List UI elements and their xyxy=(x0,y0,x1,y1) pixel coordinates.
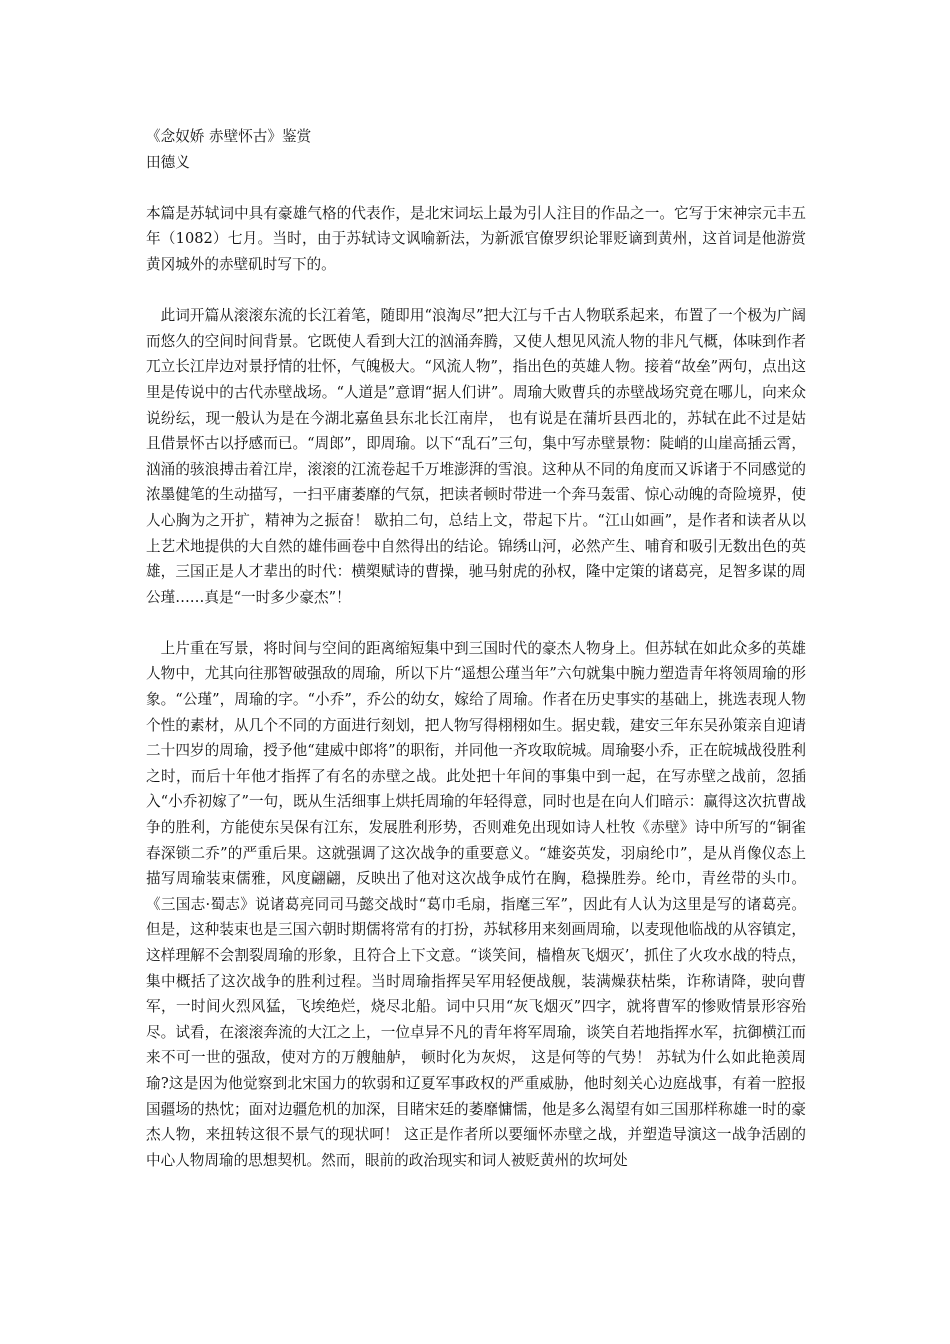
blank-line xyxy=(146,278,806,304)
document-page xyxy=(146,124,806,1173)
document-title: 《念奴娇 赤壁怀古》鉴赏 xyxy=(146,128,312,145)
document-author: 田德义 xyxy=(146,153,190,171)
paragraph-intro: 本篇是苏轼词中具有豪雄气格的代表作，是北宋词坛上最为引人注目的作品之一。它写于宋神宗元丰五年（1082）七月。当时，由于苏轼诗文讽喻新法，为新派官僚罗织论罪贬谪到黄州，这首词是他游赏黄冈城外的赤壁矶时写下的。 xyxy=(146,204,806,273)
paragraph-lower-part: 上片重在写景，将时间与空间的距离缩短集中到三国时代的豪杰人物身上。但苏轼在如此众多的英雄人物中，尤其向往那智破强敌的周瑜，所以下片“遥想公瑾当年”六句就集中腕力塑造青年将领周瑜的形象。“公瑾”，周瑜的字。“小乔”，乔公的幼女，嫁给了周瑜。作者在历史事实的基础上，挑选表现人物个性的素材，从几个不同的方面进行刻划，把人物写得栩栩如生。据史载，建安三年东吴孙策亲自迎请二十四岁的周瑜，授予他“建威中郎将”的职衔，并同他一齐攻取皖城。周瑜娶小乔，正在皖城战役胜利之时，而后十年他才指挥了有名的赤壁之战。此处把十年间的事集中到一起，在写赤壁之战前，忽插入“小乔初嫁了”一句，既从生活细事上烘托周瑜的年轻得意，同时也是在向人们暗示：赢得这次抗曹战争的胜利，方能使东吴保有江东，发展胜利形势，否则难免出现如诗人杜牧《赤壁》诗中所写的“铜雀春深锁二乔”的严重后果。这就强调了这次战争的重要意义。“雄姿英发，羽扇纶巾”，是从肖像仪态上描写周瑜装束儒雅，风度翩翩，反映出了他对这次战争成竹在胸，稳操胜券。纶巾，青丝带的头巾。《三国志·蜀志》说诸葛亮同司马懿交战时“葛巾毛扇，指麾三军”，因此有人认为这里是写的诸葛亮。但是，这种装束也是三国六朝时期儒将常有的打扮，苏轼移用来刻画周瑜，以麦现他临战的从容镇定，这样理解不会割裂周瑜的形象，且符合上下文意。“谈笑间，樯橹灰飞烟灭’，抓住了火攻水战的特点，集中概括了这次战争的胜利过程。当时周瑜指挥吴军用轻便战舰，装满燥获枯柴，诈称请降，驶向曹军，一时间火烈风猛，飞埃绝烂，烧尽北船。词中只用“灰飞烟灭”四字，就将曹军的惨败情景形容殆尽。试看，在滚滚奔流的大江之上，一位卓异不凡的青年将军周瑜，谈笑自若地指挥水军，抗御横江而来不可一世的强敌，使对方的万艘舳舻， 顿时化为灰烬， 这是何等的气势！ 苏轼为什么如此艳羡周瑜?这是因为他觉察到北宋国力的软弱和辽夏军事政权的严重威胁，他时刻关心边庭战事，有着一腔报国疆场的热忱；面对边疆危机的加深，目睹宋廷的萎靡慵懦，他是多么渴望有如三国那样称雄一时的豪杰人物，来扭转这很不景气的现状呵！ 这正是作者所以要缅怀赤壁之战，并塑造导演这一战争活剧的中心人物周瑜的思想契机。然而，眼前的政治现实和词人被贬黄州的坎坷处 xyxy=(146,639,806,1169)
paragraph-upper-part: 此词开篇从滚滚东流的长江着笔，随即用“浪淘尽”把大江与千古人物联系起来，布置了一个极为广阔而悠久的空间时间背景。它既使人看到大江的汹涌奔腾，又使人想见风流人物的非凡气概，体味到作者兀立长江岸边对景抒情的壮怀，气魄极大。“风流人物”，指出色的英雄人物。接着“故垒”两句，点出这里是传说中的古代赤壁战场。“人道是”意谓“据人们讲”。周瑜大败曹兵的赤壁战场究竟在哪儿，向来众说纷纭，现一般认为是在今湖北嘉鱼县东北长江南岸， 也有说是在蒲圻县西北的，苏轼在此不过是姑且借景怀古以抒感而已。“周郎”，即周瑜。以下“乱石”三句，集中写赤壁景物：陡峭的山崖高插云霄，汹涌的骇浪搏击着江岸，滚滚的江流卷起千万堆澎湃的雪浪。这种从不同的角度而又诉诸于不同感觉的浓墨健笔的生动描写，一扫平庸萎靡的气氛，把读者顿时带进一个奔马轰雷、惊心动魄的奇险境界，使人心胸为之开扩，精神为之振奋！ 歇拍二句，总结上文，带起下片。“江山如画”，是作者和读者从以上艺术地提供的大自然的雄伟画卷中自然得出的结论。锦绣山河，必然产生、哺育和吸引无数出色的英雄，三国正是人才辈出的时代：横槊赋诗的曹操，驰马射虎的孙权，隆中定策的诸葛亮，足智多谋的周公瑾……真是“一时多少豪杰”！ xyxy=(146,307,806,606)
blank-line xyxy=(146,175,806,201)
blank-line xyxy=(146,610,806,636)
